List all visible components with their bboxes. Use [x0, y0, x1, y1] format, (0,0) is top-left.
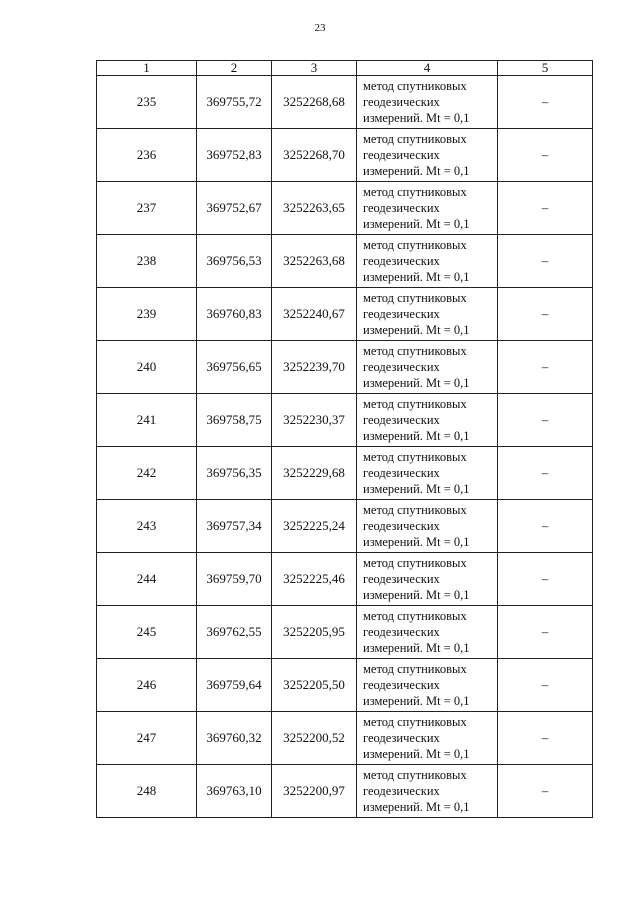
- dash-mark: –: [541, 677, 549, 692]
- y-coordinate-cell: 3252229,68: [272, 447, 357, 500]
- table-row: [97, 606, 593, 659]
- x-coordinate-cell: 369762,55: [197, 606, 272, 659]
- x-coordinate-cell: 369763,10: [197, 765, 272, 818]
- table-row: [97, 659, 593, 712]
- y-coordinate-cell: 3252268,68: [272, 76, 357, 129]
- method-line: метод спутниковых: [363, 450, 467, 464]
- method-line: метод спутниковых: [363, 397, 467, 411]
- point-number-cell: 241: [97, 394, 197, 447]
- method-line: метод спутниковых: [363, 715, 467, 729]
- method-line: метод спутниковых: [363, 344, 467, 358]
- method-line: измерений. Mt = 0,1: [363, 323, 470, 337]
- note-cell: [498, 500, 593, 553]
- point-number-cell: 238: [97, 235, 197, 288]
- point-number-cell: 246: [97, 659, 197, 712]
- method-line: измерений. Mt = 0,1: [363, 217, 470, 231]
- table-row: [97, 394, 593, 447]
- table-row: [97, 288, 593, 341]
- note-cell: [498, 341, 593, 394]
- method-line: измерений. Mt = 0,1: [363, 535, 470, 549]
- point-number-cell: 237: [97, 182, 197, 235]
- y-coordinate-cell: 3252205,95: [272, 606, 357, 659]
- table-row: [97, 712, 593, 765]
- y-coordinate-cell: 3252230,37: [272, 394, 357, 447]
- dash-mark: –: [541, 518, 549, 533]
- note-cell: [498, 394, 593, 447]
- header-col-5: 5: [498, 61, 593, 76]
- dash-mark: –: [541, 624, 549, 639]
- method-line: измерений. Mt = 0,1: [363, 270, 470, 284]
- method-cell: [357, 341, 498, 394]
- dash-mark: –: [541, 147, 549, 162]
- y-coordinate-cell: 3252239,70: [272, 341, 357, 394]
- x-coordinate-cell: 369756,65: [197, 341, 272, 394]
- method-line: измерений. Mt = 0,1: [363, 747, 470, 761]
- method-cell: [357, 129, 498, 182]
- method-line: метод спутниковых: [363, 556, 467, 570]
- method-line: измерений. Mt = 0,1: [363, 588, 470, 602]
- note-cell: [498, 765, 593, 818]
- note-cell: [498, 606, 593, 659]
- method-line: измерений. Mt = 0,1: [363, 641, 470, 655]
- method-cell: [357, 553, 498, 606]
- y-coordinate-cell: 3252263,65: [272, 182, 357, 235]
- header-col-3: 3: [272, 61, 357, 76]
- point-number-cell: 243: [97, 500, 197, 553]
- y-coordinate-cell: 3252225,46: [272, 553, 357, 606]
- dash-mark: –: [541, 412, 549, 427]
- note-cell: [498, 288, 593, 341]
- header-col-1: 1: [97, 61, 197, 76]
- note-cell: [498, 182, 593, 235]
- coordinates-table: [96, 60, 593, 818]
- method-cell: [357, 235, 498, 288]
- dash-mark: –: [541, 571, 549, 586]
- x-coordinate-cell: 369752,83: [197, 129, 272, 182]
- method-line: геодезических: [363, 678, 440, 692]
- dash-mark: –: [541, 253, 549, 268]
- x-coordinate-cell: 369756,35: [197, 447, 272, 500]
- table-header-row: [97, 61, 593, 76]
- method-cell: [357, 447, 498, 500]
- x-coordinate-cell: 369758,75: [197, 394, 272, 447]
- table-row: [97, 765, 593, 818]
- point-number-cell: 248: [97, 765, 197, 818]
- method-cell: [357, 712, 498, 765]
- method-line: геодезических: [363, 413, 440, 427]
- method-cell: [357, 182, 498, 235]
- point-number-cell: 242: [97, 447, 197, 500]
- method-cell: [357, 394, 498, 447]
- method-line: геодезических: [363, 784, 440, 798]
- x-coordinate-cell: 369760,83: [197, 288, 272, 341]
- method-line: геодезических: [363, 254, 440, 268]
- method-line: измерений. Mt = 0,1: [363, 429, 470, 443]
- point-number-cell: 235: [97, 76, 197, 129]
- note-cell: [498, 235, 593, 288]
- method-line: геодезических: [363, 360, 440, 374]
- note-cell: [498, 659, 593, 712]
- method-line: метод спутниковых: [363, 238, 467, 252]
- x-coordinate-cell: 369756,53: [197, 235, 272, 288]
- point-number-cell: 239: [97, 288, 197, 341]
- x-coordinate-cell: 369757,34: [197, 500, 272, 553]
- y-coordinate-cell: 3252225,24: [272, 500, 357, 553]
- dash-mark: –: [541, 730, 549, 745]
- dash-mark: –: [541, 200, 549, 215]
- method-line: измерений. Mt = 0,1: [363, 800, 470, 814]
- table-row: [97, 341, 593, 394]
- method-line: метод спутниковых: [363, 768, 467, 782]
- method-cell: [357, 288, 498, 341]
- point-number-cell: 236: [97, 129, 197, 182]
- y-coordinate-cell: 3252200,97: [272, 765, 357, 818]
- method-line: измерений. Mt = 0,1: [363, 164, 470, 178]
- method-line: измерений. Mt = 0,1: [363, 694, 470, 708]
- method-line: измерений. Mt = 0,1: [363, 482, 470, 496]
- method-line: измерений. Mt = 0,1: [363, 111, 470, 125]
- dash-mark: –: [541, 359, 549, 374]
- method-line: геодезических: [363, 201, 440, 215]
- method-line: геодезических: [363, 95, 440, 109]
- method-line: геодезических: [363, 625, 440, 639]
- method-line: метод спутниковых: [363, 185, 467, 199]
- y-coordinate-cell: 3252200,52: [272, 712, 357, 765]
- dash-mark: –: [541, 465, 549, 480]
- x-coordinate-cell: 369752,67: [197, 182, 272, 235]
- table-row: [97, 553, 593, 606]
- table-row: [97, 129, 593, 182]
- method-line: метод спутниковых: [363, 662, 467, 676]
- y-coordinate-cell: 3252240,67: [272, 288, 357, 341]
- method-cell: [357, 606, 498, 659]
- table-row: [97, 182, 593, 235]
- x-coordinate-cell: 369759,64: [197, 659, 272, 712]
- method-line: геодезических: [363, 466, 440, 480]
- table-row: [97, 447, 593, 500]
- method-cell: [357, 659, 498, 712]
- method-line: геодезических: [363, 307, 440, 321]
- page-number: 23: [314, 22, 326, 34]
- x-coordinate-cell: 369755,72: [197, 76, 272, 129]
- table-row: [97, 235, 593, 288]
- method-line: геодезических: [363, 148, 440, 162]
- dash-mark: –: [541, 306, 549, 321]
- point-number-cell: 240: [97, 341, 197, 394]
- method-cell: [357, 76, 498, 129]
- table-body: [97, 76, 593, 818]
- table-row: [97, 500, 593, 553]
- note-cell: [498, 76, 593, 129]
- method-line: метод спутниковых: [363, 79, 467, 93]
- method-line: метод спутниковых: [363, 132, 467, 146]
- note-cell: [498, 129, 593, 182]
- note-cell: [498, 553, 593, 606]
- y-coordinate-cell: 3252205,50: [272, 659, 357, 712]
- method-line: метод спутниковых: [363, 503, 467, 517]
- dash-mark: –: [541, 783, 549, 798]
- y-coordinate-cell: 3252263,68: [272, 235, 357, 288]
- table-row: [97, 76, 593, 129]
- method-line: метод спутниковых: [363, 291, 467, 305]
- method-line: геодезических: [363, 519, 440, 533]
- header-col-4: 4: [357, 61, 498, 76]
- method-line: геодезических: [363, 731, 440, 745]
- method-cell: [357, 500, 498, 553]
- y-coordinate-cell: 3252268,70: [272, 129, 357, 182]
- point-number-cell: 245: [97, 606, 197, 659]
- method-line: метод спутниковых: [363, 609, 467, 623]
- x-coordinate-cell: 369760,32: [197, 712, 272, 765]
- point-number-cell: 244: [97, 553, 197, 606]
- note-cell: [498, 712, 593, 765]
- method-line: геодезических: [363, 572, 440, 586]
- method-line: измерений. Mt = 0,1: [363, 376, 470, 390]
- header-col-2: 2: [197, 61, 272, 76]
- point-number-cell: 247: [97, 712, 197, 765]
- method-cell: [357, 765, 498, 818]
- x-coordinate-cell: 369759,70: [197, 553, 272, 606]
- note-cell: [498, 447, 593, 500]
- dash-mark: –: [541, 94, 549, 109]
